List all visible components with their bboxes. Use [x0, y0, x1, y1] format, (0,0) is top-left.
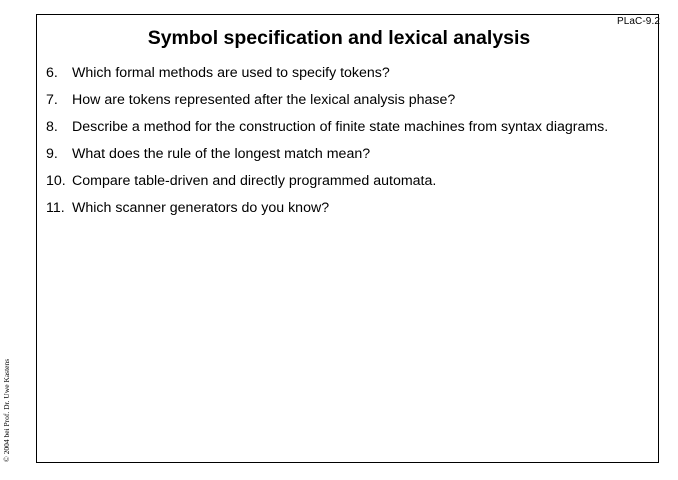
copyright-notice: © 2004 bei Prof. Dr. Uwe Kastens: [2, 358, 11, 462]
question-item: [46, 173, 608, 200]
question-text: Describe a method for the construction of finite state machines from syntax diagrams.: [72, 119, 609, 135]
question-text: How are tokens represented after the lexical analysis phase?: [72, 92, 456, 108]
question-number: 7.: [46, 92, 58, 108]
question-text: What does the rule of the longest match mean?: [72, 146, 371, 162]
question-number: 10.: [46, 173, 66, 189]
question-item: [46, 119, 608, 146]
question-number: 8.: [46, 119, 58, 135]
question-number: 6.: [46, 65, 58, 81]
slide-id: PLaC-9.2: [616, 16, 660, 27]
question-text: Compare table-driven and directly programmed automata.: [72, 173, 437, 189]
question-item: [46, 65, 608, 92]
question-text: Which scanner generators do you know?: [72, 200, 330, 216]
question-text: Which formal methods are used to specify tokens?: [72, 65, 390, 81]
question-number: 11.: [46, 200, 65, 216]
slide-title: Symbol specification and lexical analysis: [147, 27, 531, 49]
question-item: [46, 200, 608, 227]
question-item: [46, 146, 608, 173]
question-item: [46, 92, 608, 119]
question-list: [46, 65, 608, 227]
question-number: 9.: [46, 146, 58, 162]
